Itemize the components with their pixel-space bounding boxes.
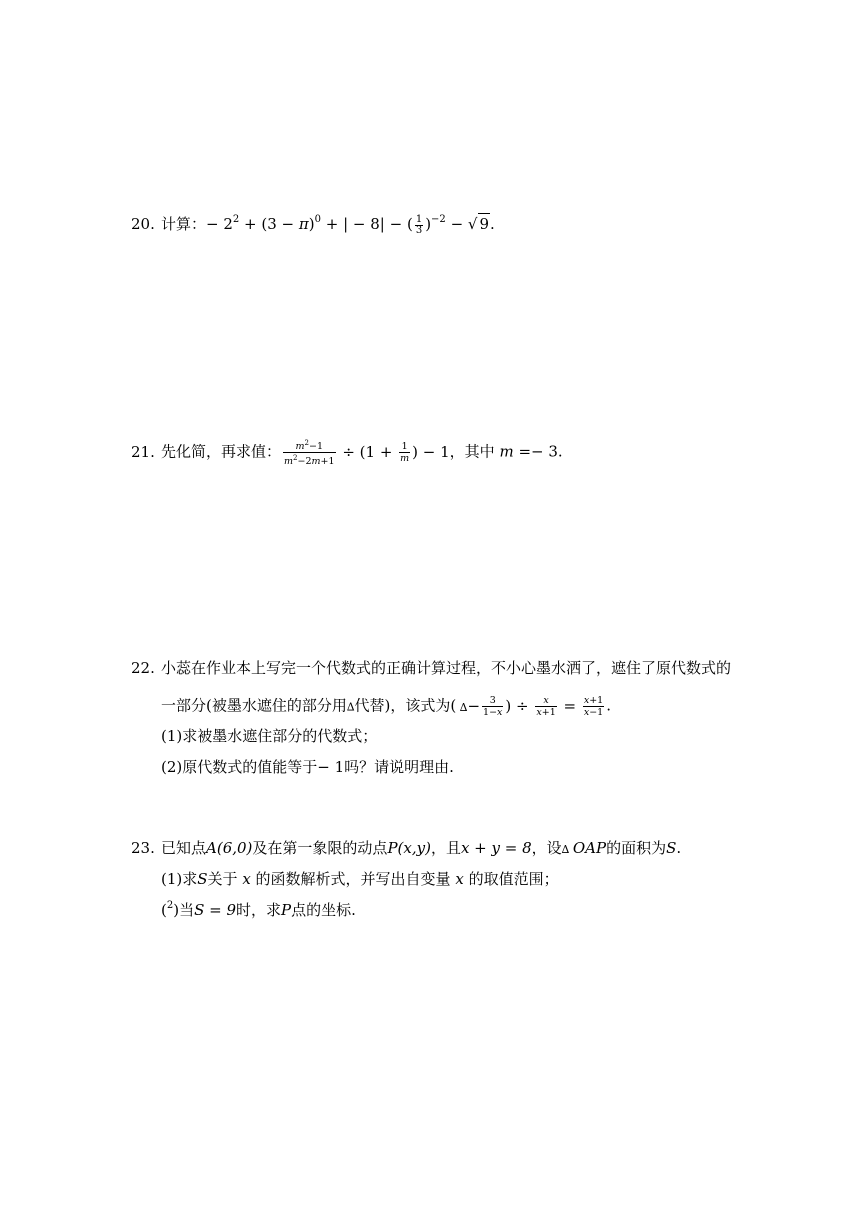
question-text: ，且 [430, 839, 461, 857]
question-23 [131, 838, 760, 920]
question-20 [131, 213, 760, 236]
point-p: P [281, 901, 292, 919]
math-value: − 1 [317, 758, 345, 776]
question-text: 时，求 [236, 901, 282, 919]
question-22-sub-2 [131, 757, 760, 777]
variable-x: x [450, 870, 469, 888]
equation: x + y = 8 [460, 839, 532, 857]
question-23-sub-1 [131, 869, 760, 889]
math-expression: $\frac{m^2-1}{m^2-2m+1}$ ÷ (1 + $\frac{1}{m}$ ) − 1 [284, 439, 450, 468]
question-text: 及在第一象限的动点 [252, 839, 388, 857]
math-expression: ∆− $\frac{3}{1-x}$ ) ÷ $\frac{x}{x+1}$ = $\frac{x+1}{x-1}$ [456, 695, 604, 718]
question-number: 22. [131, 659, 155, 677]
triangle-symbol: ∆ [561, 843, 573, 856]
triangle-name: OAP [572, 839, 607, 857]
question-number: 20. [131, 215, 155, 233]
question-text: 点的坐标. [291, 901, 356, 919]
question-23-line [131, 838, 760, 858]
math-condition: m =− 3 [494, 442, 558, 461]
question-text: 的函数解析式，并写出自变量 [255, 870, 451, 888]
question-20-line [131, 213, 760, 236]
question-tail: . [490, 215, 495, 233]
question-text: 已知点 [161, 839, 207, 857]
question-22-sub-1: (1)求被墨水遮住部分的代数式； [161, 727, 378, 745]
question-22-line-2 [131, 695, 760, 718]
question-number: 21. [131, 442, 155, 461]
question-lead: 先化简，再求值： [161, 442, 282, 461]
variable-x: x [237, 870, 256, 888]
question-21 [131, 438, 760, 468]
superscript: 2 [166, 900, 174, 911]
question-tail: . [557, 442, 563, 461]
question-21-line [131, 438, 760, 468]
area-symbol: S [197, 870, 208, 888]
question-tail: . [676, 839, 682, 857]
math-expression: − $2^2 + (3 - \pi)^0$ + | − 8| − ( $\frac{1}{3}$ )$^{-2}$ − √ 9 [206, 213, 490, 236]
question-text: ( [161, 901, 167, 919]
question-text: ，设 [531, 839, 562, 857]
question-22 [131, 658, 760, 777]
question-text: (1)求 [161, 870, 198, 888]
question-text: 小蕊在作业本上写完一个代数式的正确计算过程，不小心墨水洒了，遮住了原代数式的 [161, 659, 732, 677]
point-p: P(x,y) [387, 839, 431, 857]
point-a: A(6,0) [206, 839, 253, 857]
question-text: 关于 [207, 870, 238, 888]
question-text: 吗？请说明理由. [344, 758, 454, 776]
question-lead: 计算： [161, 215, 207, 233]
area-symbol: S [666, 839, 677, 857]
question-text: )当 [173, 901, 195, 919]
question-text: 代替)，该式为( [354, 696, 457, 715]
question-text: (2)原代数式的值能等于 [161, 758, 318, 776]
triangle-symbol: ∆ [346, 700, 355, 714]
question-number: 23. [131, 839, 155, 857]
question-22-line-1 [131, 658, 760, 678]
question-text: 的取值范围； [468, 870, 559, 888]
question-tail: . [606, 696, 612, 715]
question-text: 的面积为 [606, 839, 667, 857]
question-text: 一部分(被墨水遮住的部分用 [161, 696, 347, 715]
question-23-sub-2 [131, 900, 760, 920]
question-mid: ，其中 [449, 442, 495, 461]
equation: S = 9 [194, 901, 237, 919]
